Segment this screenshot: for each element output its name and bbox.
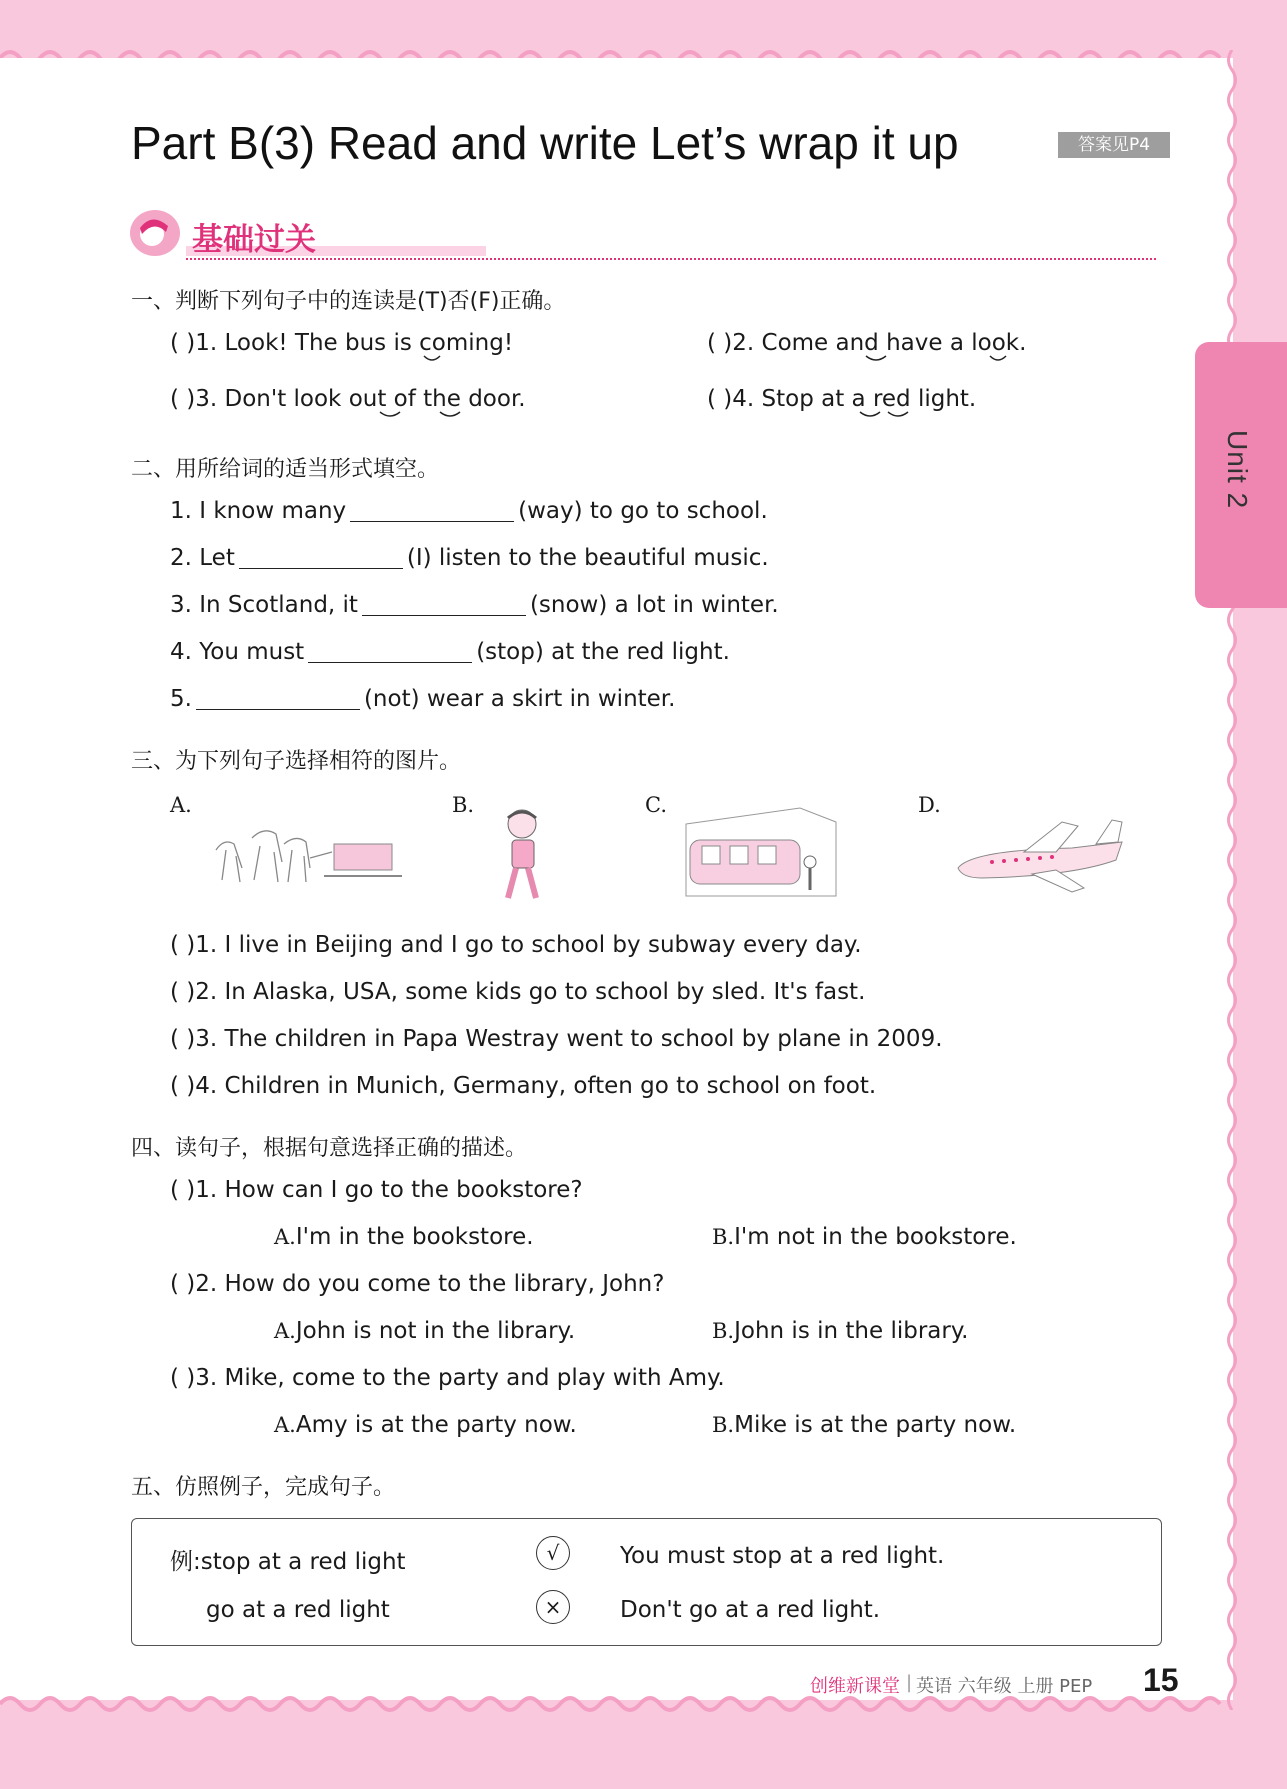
q1-item-2[interactable]: ( )2. Come and have a look. bbox=[707, 330, 1027, 356]
q4-option-1b[interactable]: B.I'm not in the bookstore. bbox=[712, 1224, 1017, 1250]
q4-option-2a[interactable]: A.John is not in the library. bbox=[274, 1318, 576, 1344]
fill-blank-input[interactable] bbox=[196, 687, 360, 710]
q4-question-1[interactable]: ( )1. How can I go to the bookstore? bbox=[170, 1177, 583, 1203]
q4-option-2b[interactable]: B.John is in the library. bbox=[712, 1318, 969, 1344]
section-label: 基础过关 bbox=[192, 222, 316, 258]
example-sentence-1: You must stop at a red light. bbox=[620, 1543, 945, 1569]
q1-item-4[interactable]: ( )4. Stop at a red light. bbox=[707, 386, 977, 412]
walking-boy-icon bbox=[492, 806, 552, 906]
picture-label-d: D. bbox=[918, 793, 941, 817]
fill-blank-input[interactable] bbox=[239, 546, 403, 569]
q4-option-3a[interactable]: A.Amy is at the party now. bbox=[274, 1412, 577, 1438]
q2-item-4: 4. You must (stop) at the red light. bbox=[170, 639, 730, 665]
dog-sled-icon bbox=[212, 810, 408, 892]
q1-title: 一、判断下列句子中的连读是(T)否(F)正确。 bbox=[131, 289, 566, 314]
fill-blank-input[interactable] bbox=[308, 640, 472, 663]
q2-item-2: 2. Let (I) listen to the beautiful music. bbox=[170, 545, 769, 571]
fill-blank-input[interactable] bbox=[350, 499, 514, 522]
picture-label-b: B. bbox=[452, 793, 475, 817]
q2-item-1: 1. I know many (way) to go to school. bbox=[170, 498, 768, 524]
check-mark-icon: √ bbox=[536, 1536, 570, 1570]
q4-title: 四、读句子，根据句意选择正确的描述。 bbox=[131, 1136, 528, 1161]
q1-item-1[interactable]: ( )1. Look! The bus is coming! bbox=[170, 330, 514, 356]
subway-train-icon bbox=[680, 806, 840, 906]
q3-item-1[interactable]: ( )1. I live in Beijing and I go to school by subway every day. bbox=[170, 932, 862, 958]
answer-reference-tag: 答案见P4 bbox=[1058, 132, 1170, 158]
footer-brand: 创维新课堂 bbox=[810, 1676, 900, 1697]
girl-avatar-icon bbox=[130, 210, 180, 256]
q3-item-4[interactable]: ( )4. Children in Munich, Germany, often go to school on foot. bbox=[170, 1073, 877, 1099]
q2-title: 二、用所给词的适当形式填空。 bbox=[131, 457, 440, 482]
q2-item-5: 5. (not) wear a skirt in winter. bbox=[170, 686, 676, 712]
section-divider bbox=[186, 258, 1156, 260]
example-phrase-2: go at a red light bbox=[206, 1597, 390, 1623]
q1-item-3[interactable]: ( )3. Don't look out of the door. bbox=[170, 386, 526, 412]
picture-label-c: C. bbox=[645, 793, 667, 817]
q4-option-1a[interactable]: A.I'm in the bookstore. bbox=[274, 1224, 534, 1250]
unit-tab-label: Unit 2 bbox=[1222, 430, 1253, 510]
fill-blank-input[interactable] bbox=[362, 593, 526, 616]
picture-label-a: A. bbox=[170, 793, 192, 817]
q3-item-2[interactable]: ( )2. In Alaska, USA, some kids go to school by sled. It's fast. bbox=[170, 979, 866, 1005]
q4-question-3[interactable]: ( )3. Mike, come to the party and play with Amy. bbox=[170, 1365, 725, 1391]
page-number: 15 bbox=[1143, 1662, 1179, 1698]
q3-item-3[interactable]: ( )3. The children in Papa Westray went to school by plane in 2009. bbox=[170, 1026, 943, 1052]
example-sentence-2: Don't go at a red light. bbox=[620, 1597, 881, 1623]
q3-title: 三、为下列句子选择相符的图片。 bbox=[131, 749, 462, 774]
example-phrase-1: 例:stop at a red light bbox=[170, 1549, 406, 1575]
q5-title: 五、仿照例子，完成句子。 bbox=[131, 1475, 396, 1500]
q2-item-3: 3. In Scotland, it (snow) a lot in winter. bbox=[170, 592, 779, 618]
q4-question-2[interactable]: ( )2. How do you come to the library, John? bbox=[170, 1271, 665, 1297]
example-box bbox=[131, 1518, 1162, 1646]
footer-info: 英语 六年级 上册 PEP bbox=[916, 1676, 1093, 1697]
q4-option-3b[interactable]: B.Mike is at the party now. bbox=[712, 1412, 1017, 1438]
airplane-icon bbox=[952, 812, 1128, 896]
unit-tab bbox=[1195, 342, 1287, 608]
page-title: Part B(3) Read and write Let’s wrap it up bbox=[131, 117, 959, 169]
section-header bbox=[130, 208, 1170, 258]
right-wavy-border bbox=[1225, 50, 1239, 1710]
cross-mark-icon: × bbox=[536, 1590, 570, 1624]
footer-separator: | bbox=[906, 1672, 913, 1693]
